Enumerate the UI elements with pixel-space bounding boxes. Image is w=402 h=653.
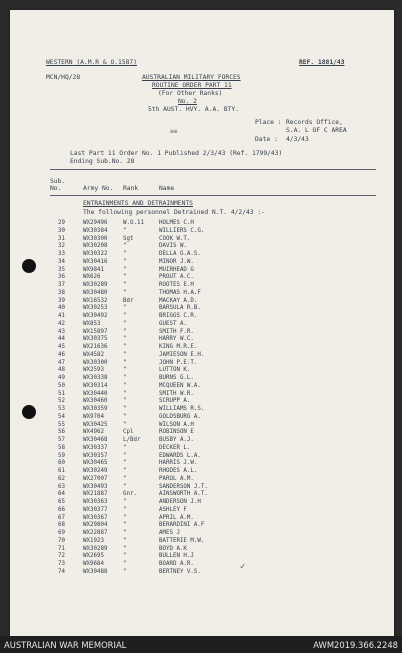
row-sub-number: 35: [58, 266, 65, 273]
col-header-sub-2: No.: [50, 185, 62, 192]
row-sub-number: 61: [58, 468, 65, 474]
table-row: [10, 344, 394, 352]
section-note: The following personnel Detrained N.T. 4/2/43 :-: [83, 209, 265, 216]
title-line4: No. 2: [178, 98, 197, 105]
row-rank: ": [123, 522, 127, 529]
row-army-number: WX30249: [83, 468, 108, 474]
row-rank: ": [123, 251, 127, 257]
ending-sub: Ending Sub.No. 28: [70, 158, 135, 165]
row-name: BUSBY A.J.: [159, 437, 194, 443]
col-header-name: Name: [159, 185, 175, 192]
row-name: ROBINSON E: [159, 429, 194, 436]
row-name: BERARDINI A.F: [159, 522, 205, 529]
row-sub-number: 53: [58, 406, 65, 412]
row-army-number: WX30488: [83, 568, 108, 575]
table-row: [10, 367, 394, 375]
row-army-number: WX30384: [83, 227, 108, 234]
row-army-number: WX2593: [83, 367, 104, 374]
table-row: [10, 398, 394, 406]
table-row: [10, 220, 394, 228]
row-name: GOLDSBURG A.: [159, 413, 201, 420]
row-sub-number: 72: [58, 553, 65, 560]
row-name: SCRUPP A.: [159, 398, 191, 405]
row-name: PROUT A.C.: [159, 274, 194, 281]
table-row: [10, 569, 394, 577]
row-sub-number: 57: [58, 437, 65, 443]
row-name: COOK W.T.: [159, 235, 191, 242]
table-row: [10, 329, 394, 337]
row-sub-number: 56: [58, 429, 65, 436]
row-name: AMES J: [159, 530, 180, 536]
row-rank: ": [123, 328, 127, 335]
title-line2: ROUTINE ORDER PART 11: [152, 82, 232, 89]
row-rank: ": [123, 406, 127, 412]
row-name: BOYD A.K: [159, 545, 187, 552]
row-sub-number: 51: [58, 390, 65, 397]
row-sub-number: 69: [58, 530, 65, 536]
row-sub-number: 74: [58, 568, 65, 575]
table-row: [10, 352, 394, 360]
row-army-number: WX30289: [83, 545, 108, 552]
row-sub-number: 36: [58, 274, 65, 281]
date-label: Date :: [255, 136, 278, 143]
file-ref: MCN/HQ/28: [46, 74, 81, 81]
row-name: JOHN P.E.T.: [159, 359, 198, 366]
row-name: BOARD A.R.: [159, 561, 194, 567]
row-name: WILLIERS C.G.: [159, 227, 205, 234]
row-name: THOMAS H.A.F: [159, 289, 201, 296]
row-sub-number: 40: [58, 305, 65, 312]
row-name: HOLMES C.H: [159, 220, 194, 226]
row-army-number: WX30253: [83, 305, 108, 312]
row-army-number: WX30300: [83, 235, 108, 242]
row-sub-number: 54: [58, 413, 65, 420]
table-row: [10, 282, 394, 290]
section-heading: ENTRAINMENTS AND DETRAINMENTS: [83, 200, 193, 207]
row-rank: ": [123, 545, 127, 552]
row-army-number: WX30337: [83, 444, 108, 451]
row-rank: ": [123, 274, 127, 281]
row-name: BARSULA R.B.: [159, 305, 201, 312]
row-army-number: WX30375: [83, 336, 108, 343]
row-sub-number: 29: [58, 220, 65, 226]
row-army-number: WX30377: [83, 506, 108, 513]
row-sub-number: 58: [58, 444, 65, 451]
row-sub-number: 32: [58, 243, 65, 250]
row-name: AINSWORTH A.T.: [159, 491, 208, 498]
row-name: ROOTES E.H: [159, 282, 194, 288]
table-row: [10, 274, 394, 282]
row-rank: ": [123, 243, 127, 250]
row-army-number: WX9841: [83, 266, 104, 273]
table-row: [10, 553, 394, 561]
row-rank: ": [123, 375, 127, 381]
row-name: WILSON A.H: [159, 421, 194, 428]
row-army-number: WX9684: [83, 561, 104, 567]
row-name: MINOR J.W.: [159, 258, 194, 265]
row-sub-number: 33: [58, 251, 65, 257]
row-army-number: WX30208: [83, 243, 108, 250]
row-army-number: WX30359: [83, 406, 108, 412]
row-sub-number: 67: [58, 514, 65, 521]
row-sub-number: 59: [58, 452, 65, 459]
row-rank: ": [123, 344, 127, 350]
row-name: MCQUEEN W.A.: [159, 382, 201, 389]
table-row: [10, 383, 394, 391]
row-sub-number: 63: [58, 483, 65, 490]
row-army-number: WX9704: [83, 413, 104, 420]
row-sub-number: 42: [58, 320, 65, 327]
table-row: [10, 243, 394, 251]
row-army-number: WX30363: [83, 499, 108, 505]
table-row: [10, 476, 394, 484]
table-row: [10, 460, 394, 468]
row-rank: ": [123, 313, 127, 319]
row-sub-number: 49: [58, 375, 65, 381]
row-army-number: WX30300: [83, 359, 108, 366]
row-name: BULLEN H.J: [159, 553, 194, 560]
row-rank: ": [123, 413, 127, 420]
table-row: [10, 561, 394, 569]
row-sub-number: 43: [58, 328, 65, 335]
row-sub-number: 73: [58, 561, 65, 567]
row-rank: ": [123, 460, 127, 467]
row-name: GUEST A.: [159, 320, 187, 327]
row-name: HARRIS J.W.: [159, 460, 198, 467]
row-army-number: WX30367: [83, 514, 108, 521]
table-row: [10, 499, 394, 507]
table-row: [10, 375, 394, 383]
row-rank: ": [123, 266, 127, 273]
row-army-number: WX30425: [83, 421, 108, 428]
row-name: KING M.R.E.: [159, 344, 198, 350]
table-row: [10, 298, 394, 306]
table-row: [10, 538, 394, 546]
title-line1: AUSTRALIAN MILITARY FORCES: [142, 74, 241, 81]
row-army-number: WX30416: [83, 258, 108, 265]
row-name: MACKAY A.D.: [159, 297, 198, 304]
row-sub-number: 60: [58, 460, 65, 467]
row-sub-number: 50: [58, 382, 65, 389]
title-line3: (For Other Ranks): [158, 90, 223, 97]
row-rank: ": [123, 382, 127, 389]
row-army-number: WX30493: [83, 483, 108, 490]
row-rank: ": [123, 506, 127, 513]
row-name: BATTERIE M.W.: [159, 537, 205, 544]
row-army-number: WX30289: [83, 282, 108, 288]
table-rule-top: [50, 169, 376, 170]
row-name: LUTTON K.: [159, 367, 191, 374]
row-sub-number: 34: [58, 258, 65, 265]
row-sub-number: 44: [58, 336, 65, 343]
row-sub-number: 52: [58, 398, 65, 405]
row-name: DECKER L.: [159, 444, 191, 451]
table-row: [10, 437, 394, 445]
last-order: Last Part 11 Order No. 1 Published 2/3/43 (Ref. 1799/43): [70, 150, 283, 157]
row-name: DELLA G.A.S.: [159, 251, 201, 257]
row-name: WILLIAMS R.S.: [159, 406, 205, 412]
table-row: [10, 267, 394, 275]
table-row: [10, 491, 394, 499]
row-rank: ": [123, 336, 127, 343]
place-label: Place :: [255, 119, 282, 126]
table-row: [10, 360, 394, 368]
row-rank: ": [123, 359, 127, 366]
row-army-number: WX4962: [83, 429, 104, 436]
row-rank: ": [123, 475, 127, 482]
row-rank: ": [123, 483, 127, 490]
footer-id: AWM2019.366.2248: [313, 640, 398, 650]
row-sub-number: 66: [58, 506, 65, 513]
crossed-out-mark: ≡≡: [170, 128, 178, 135]
row-army-number: WX626: [83, 274, 101, 281]
row-name: ASHLEY F: [159, 506, 187, 513]
row-name: ANDERSON J.H: [159, 499, 201, 505]
row-sub-number: 71: [58, 545, 65, 552]
ref-left: WESTERN (A.M.R & O.1587): [46, 59, 137, 66]
row-rank: ": [123, 530, 127, 536]
table-row: [10, 530, 394, 538]
row-name: EDWARDS L.A.: [159, 452, 201, 459]
table-rule-bottom: [50, 195, 376, 196]
row-army-number: WX30480: [83, 289, 108, 296]
place-value: Records Office,: [286, 119, 343, 126]
row-rank: ": [123, 421, 127, 428]
row-army-number: WX4582: [83, 351, 104, 358]
row-army-number: WX27007: [83, 475, 108, 482]
row-rank: Cpl: [123, 429, 134, 436]
row-sub-number: 39: [58, 297, 65, 304]
title-line5: 5th AUST. HVY. A.A. BTY.: [148, 106, 239, 113]
row-army-number: WX2695: [83, 553, 104, 560]
row-rank: ": [123, 390, 127, 397]
row-army-number: WX30322: [83, 251, 108, 257]
row-sub-number: 48: [58, 367, 65, 374]
row-name: HARRY W.C.: [159, 336, 194, 343]
row-sub-number: 30: [58, 227, 65, 234]
footer-source: AUSTRALIAN WAR MEMORIAL: [4, 640, 127, 650]
row-name: BERTNEY V.S.: [159, 568, 201, 575]
document-page: [10, 10, 394, 636]
table-row: [10, 445, 394, 453]
row-army-number: WX30492: [83, 313, 108, 319]
table-row: [10, 305, 394, 313]
table-row: [10, 406, 394, 414]
table-row: [10, 515, 394, 523]
table-row: [10, 468, 394, 476]
row-rank: ": [123, 452, 127, 459]
table-row: [10, 313, 394, 321]
row-rank: ": [123, 561, 127, 567]
row-army-number: WX30314: [83, 382, 108, 389]
table-row: [10, 391, 394, 399]
row-army-number: WX16532: [83, 297, 108, 304]
row-rank: Gnr.: [123, 491, 137, 498]
row-army-number: WX21887: [83, 491, 108, 498]
col-header-army: Army No.: [83, 185, 114, 192]
row-rank: ": [123, 320, 127, 327]
ref-right: REF. 1881/43: [299, 59, 345, 66]
row-rank: ": [123, 468, 127, 474]
row-sub-number: 47: [58, 359, 65, 366]
row-sub-number: 46: [58, 351, 65, 358]
row-sub-number: 68: [58, 522, 65, 529]
row-sub-number: 70: [58, 537, 65, 544]
row-army-number: WX1923: [83, 537, 104, 544]
row-army-number: WX30357: [83, 452, 108, 459]
row-army-number: WX30460: [83, 398, 108, 405]
row-army-number: WX22887: [83, 530, 108, 536]
row-rank: ": [123, 398, 127, 405]
table-row: [10, 484, 394, 492]
row-rank: W.O.11: [123, 220, 144, 226]
row-army-number: WX853: [83, 320, 101, 327]
row-name: SMITH F.R.: [159, 328, 194, 335]
row-sub-number: 31: [58, 235, 65, 242]
row-sub-number: 55: [58, 421, 65, 428]
table-row: [10, 546, 394, 554]
row-rank: ": [123, 289, 127, 296]
table-row: [10, 422, 394, 430]
row-rank: ": [123, 514, 127, 521]
row-name: MUIRHEAD G: [159, 266, 194, 273]
row-army-number: WX29804: [83, 522, 108, 529]
table-row: [10, 336, 394, 344]
row-name: PAROL A.M.: [159, 475, 194, 482]
row-rank: ": [123, 282, 127, 288]
date-value: 4/3/43: [286, 136, 309, 143]
row-name: SMITH W.R.: [159, 390, 194, 397]
row-name: BURNS G.L.: [159, 375, 194, 381]
table-row: [10, 522, 394, 530]
row-sub-number: 65: [58, 499, 65, 505]
table-row: [10, 251, 394, 259]
row-name: SANDERSON J.T.: [159, 483, 208, 490]
row-rank: ": [123, 258, 127, 265]
row-rank: ": [123, 568, 127, 575]
table-row: [10, 429, 394, 437]
place-value-2: S.A. L OF C AREA: [286, 127, 347, 134]
row-name: BRIGGS C.R.: [159, 313, 198, 319]
col-header-rank: Rank: [123, 185, 139, 192]
table-row: [10, 228, 394, 236]
table-row: [10, 290, 394, 298]
table-row: [10, 507, 394, 515]
table-row: [10, 414, 394, 422]
row-sub-number: 37: [58, 282, 65, 288]
row-rank: L/Bdr: [123, 437, 141, 443]
row-army-number: WX15897: [83, 328, 108, 335]
row-army-number: WX29496: [83, 220, 108, 226]
row-army-number: WX30440: [83, 390, 108, 397]
row-sub-number: 62: [58, 475, 65, 482]
row-rank: Bdr: [123, 297, 134, 304]
table-row: [10, 453, 394, 461]
row-army-number: WX21636: [83, 344, 108, 350]
row-sub-number: 64: [58, 491, 65, 498]
table-row: [10, 259, 394, 267]
row-rank: ": [123, 499, 127, 505]
row-sub-number: 45: [58, 344, 65, 350]
row-rank: ": [123, 367, 127, 374]
row-army-number: WX30465: [83, 460, 108, 467]
table-row: [10, 321, 394, 329]
tick-mark: ✓: [240, 562, 246, 572]
row-name: DAVIS W.: [159, 243, 187, 250]
row-name: JAMIESON E.H.: [159, 351, 205, 358]
row-name: APRIL A.M.: [159, 514, 194, 521]
row-army-number: WX30338: [83, 375, 108, 381]
row-rank: ": [123, 537, 127, 544]
row-sub-number: 38: [58, 289, 65, 296]
row-name: RHODES A.L.: [159, 468, 198, 474]
row-rank: ": [123, 351, 127, 358]
row-rank: Sgt: [123, 235, 134, 242]
col-header-sub: Sub.: [50, 178, 66, 185]
row-rank: ": [123, 553, 127, 560]
table-row: [10, 236, 394, 244]
row-army-number: WX30468: [83, 437, 108, 443]
row-rank: ": [123, 227, 127, 234]
row-rank: ": [123, 305, 127, 312]
footer-bar: [0, 636, 402, 653]
row-sub-number: 41: [58, 313, 65, 319]
row-rank: ": [123, 444, 127, 451]
